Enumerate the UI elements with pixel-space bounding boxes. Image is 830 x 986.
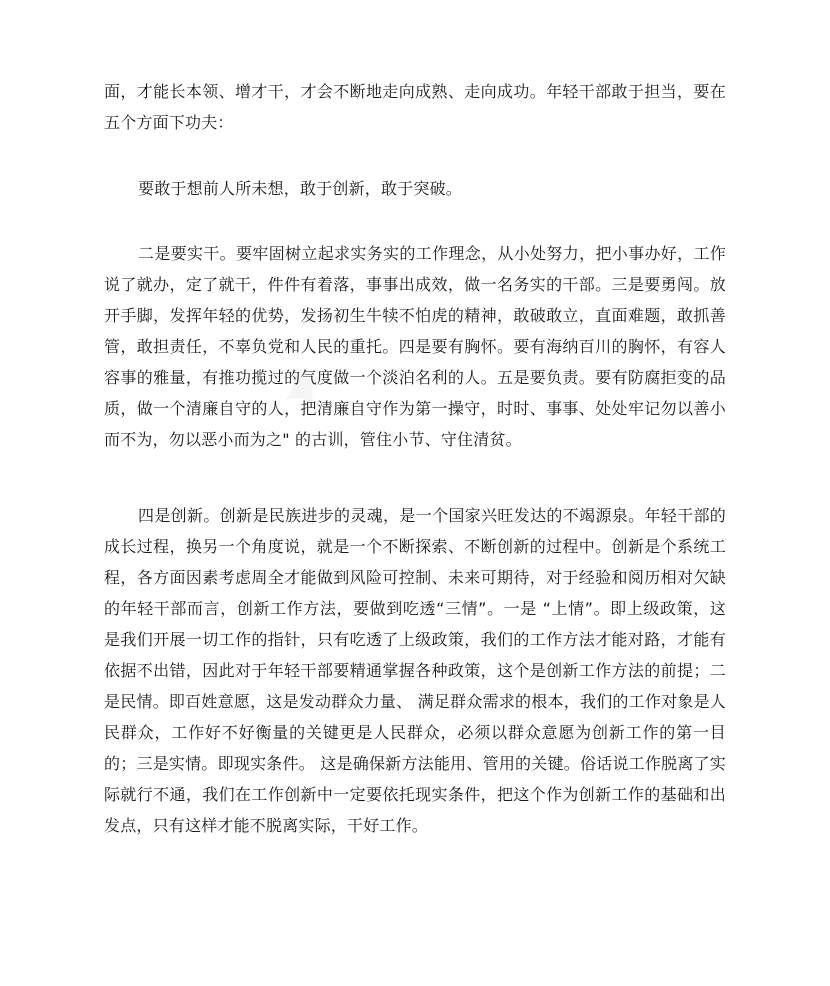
watermark: ✦ (260, 344, 348, 437)
paragraph-practical-work: 二是要实干。要牢固树立起求实务实的工作理念，从小处努力，把小事办好，工作说了就办，定了就干，件件有着落，事事出成效，做一名务实的干部。三是要勇闯。放开手脚，发挥年轻的优势，发扬初生牛犊不怕虎的精神，敢破敢立，直面难题，敢抓善管，敢担责任，不辜负党和人民的重托。四是要有胸怀。要有海纳百川的胸怀，有容人容事的雅量，有推功揽过的气度做一个淡泊名利的人。五是要负责。要有防腐拒变的品质，做一个清廉自守的人，把清廉自守作为第一操守，时时、事事、处处牢记勿以善小而不为，勿以恶小而为之" 的古训，管住小节、守住清贫。 (104, 244, 726, 449)
paragraph-innovation: 四是创新。创新是民族进步的灵魂，是一个国家兴旺发达的不竭源泉。年轻干部的成长过程，换另一个角度说，就是一个不断探索、不断创新的过程中。创新是个系统工程，各方面因素考虑周全才能做到风险可控制、未来可期待，对于经验和阅历相对欠缺的年轻干部而言，创新工作方法，要做到吃透“三情”。一是 “上情”。即上级政策，这是我们开展一切工作的指针，只有吃透了上级政策，我们的工作方法才能对路，才能有依据不出错，因此对于年轻干部要精通掌握各种政策，这个是创新工作方法的前提；二是民情。即百姓意愿，这是发动群众力量、 满足群众需求的根本，我们的工作对象是人民群众，工作好不好衡量的关键更是人民群众，必须以群众意愿为创新工作的第一目的；三是实情。即现实条件。 这是确保新方法能用、管用的关键。俗话说工作脱离了实际就行不通，我们在工作创新中一定要依托现实条件，把这个作为创新工作的基础和出发点，只有这样才能不脱离实际，干好工作。 (104, 506, 726, 835)
paragraph-innovate-courage: 要敢于想前人所未想，敢于创新，敢于突破。 (138, 179, 463, 198)
paragraph-intro-continued: 面，才能长本领、增才干，才会不断地走向成熟、走向成功。年轻干部敢于担当，要在五个方面下功夫： (104, 82, 726, 132)
